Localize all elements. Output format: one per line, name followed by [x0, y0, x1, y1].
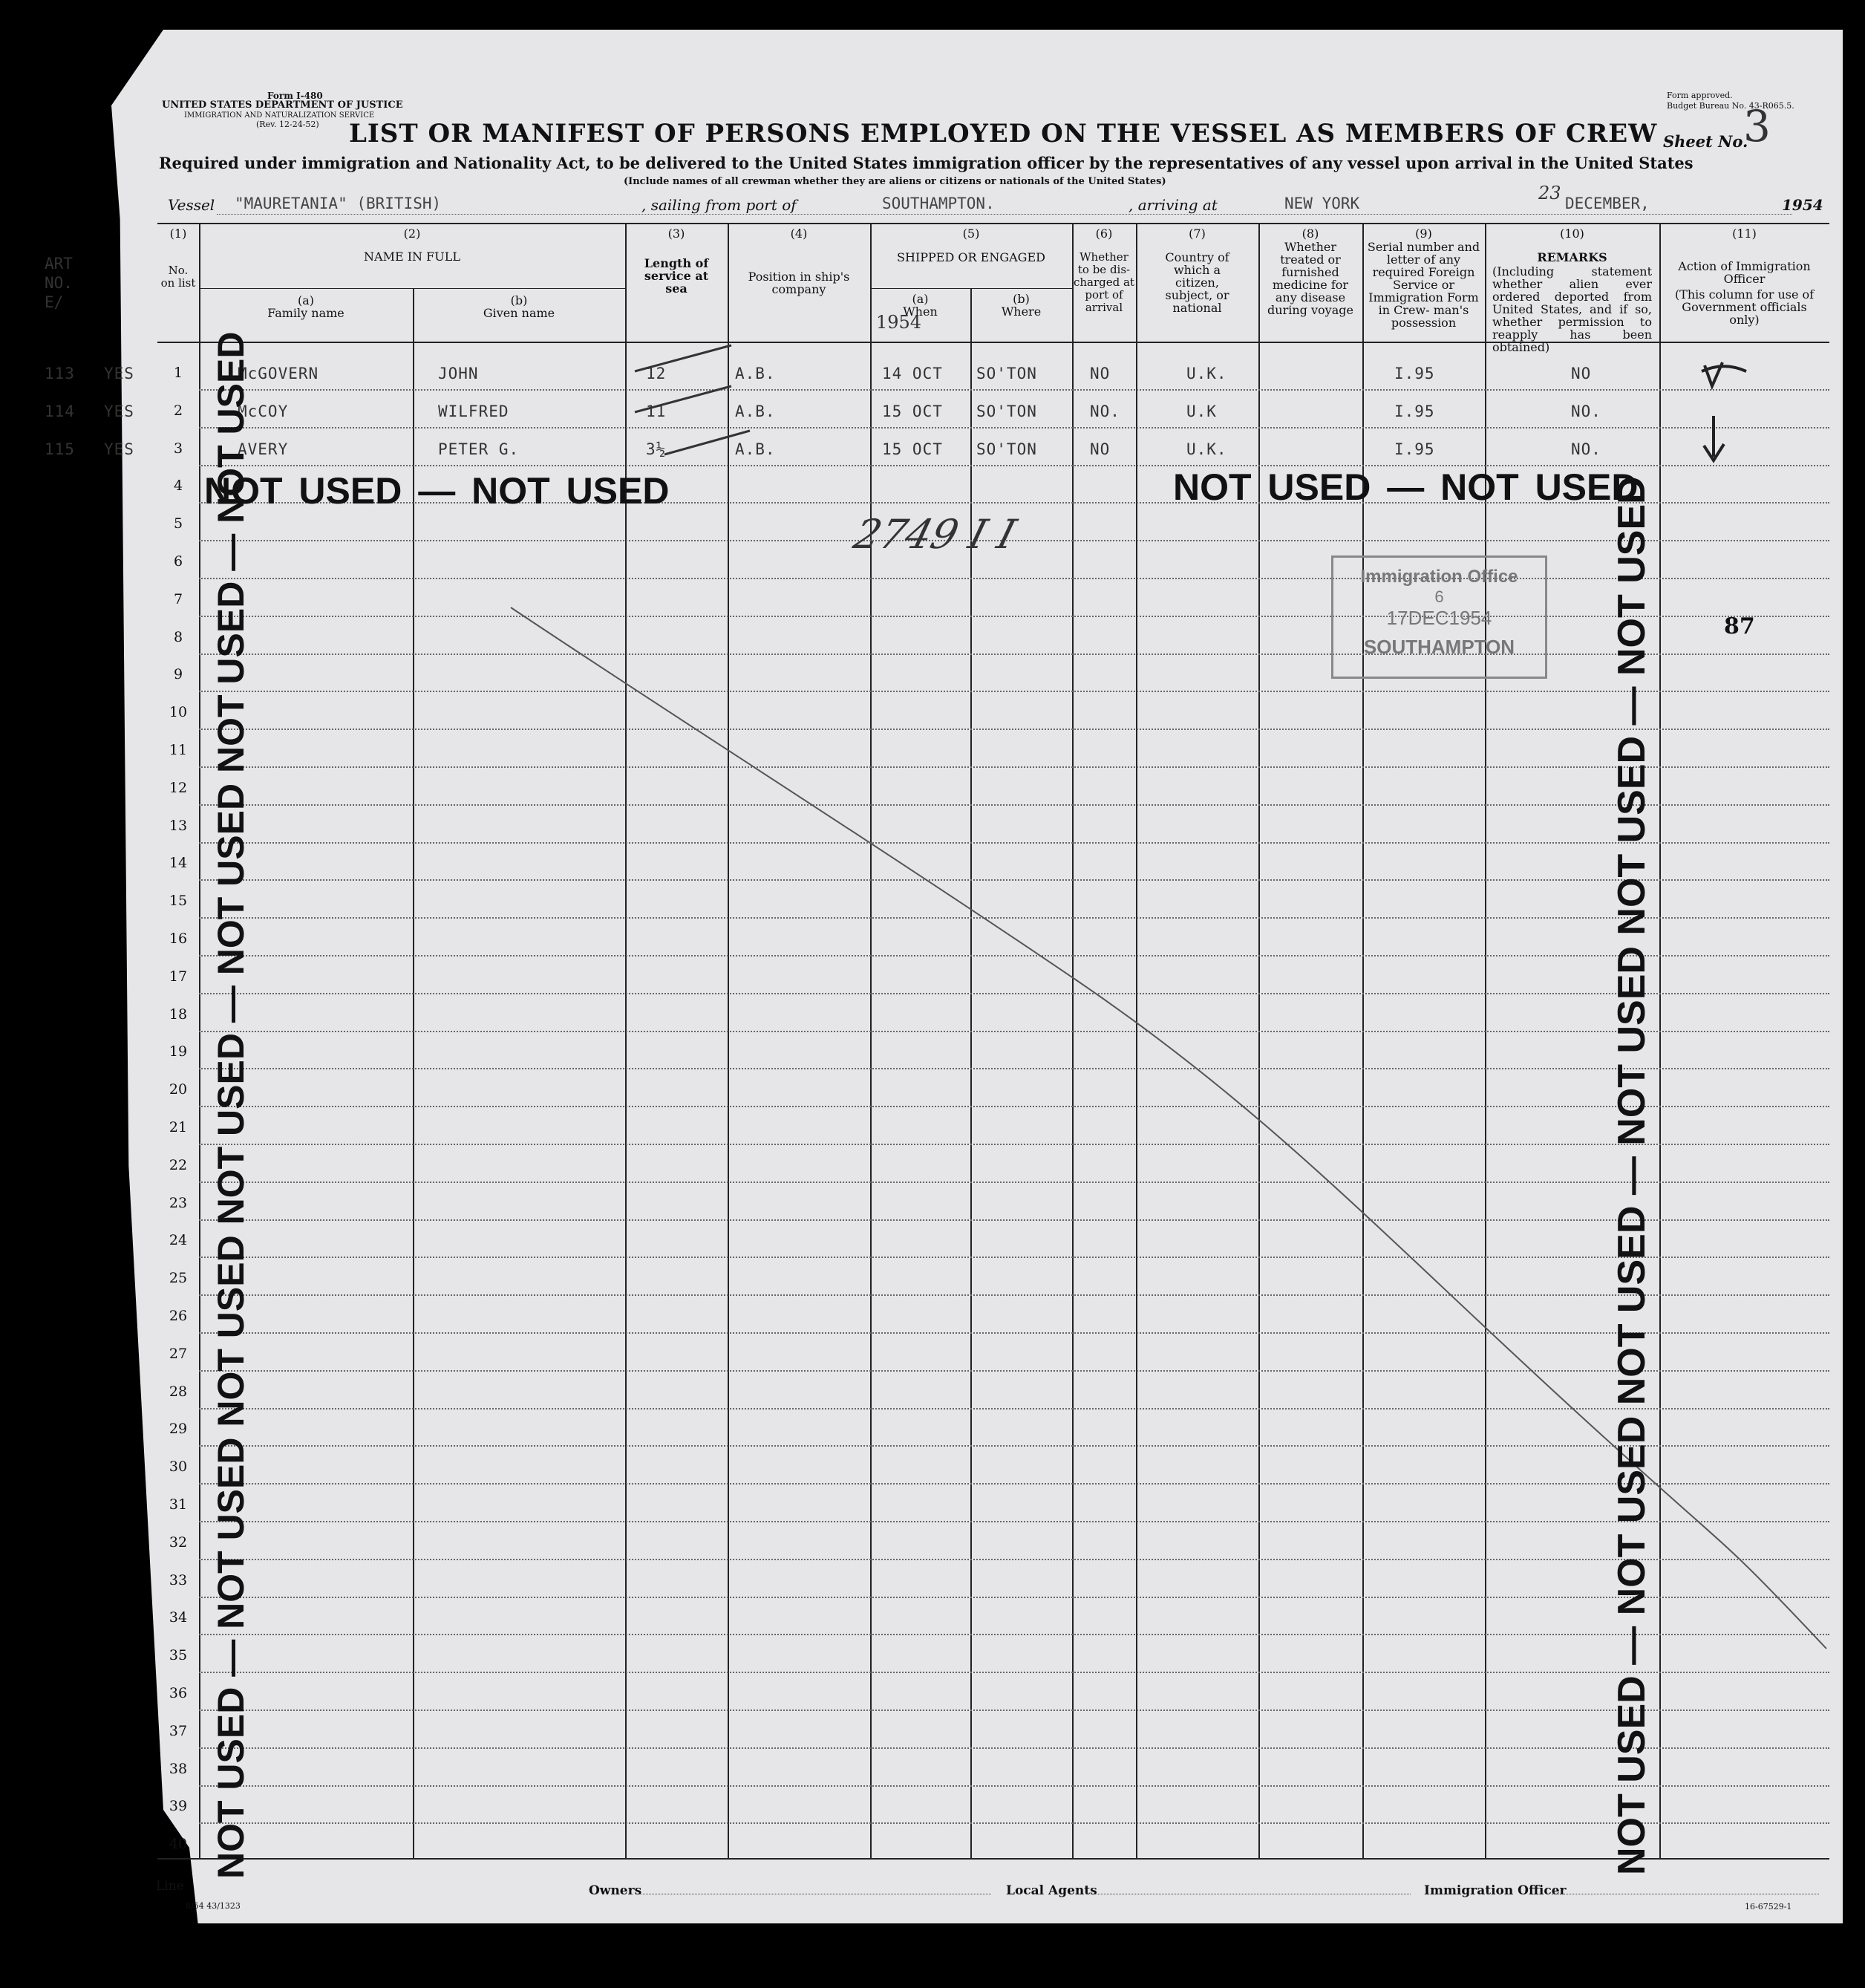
- not-used-stamp-top-right: NOT USED — NOT USED: [1173, 466, 1639, 508]
- row-number: 21: [169, 1119, 188, 1135]
- immigration-office-stamp: Immigration Office 6 17DEC1954 SOUTHAMPTON: [1331, 555, 1547, 679]
- sheet-label: Sheet No.: [1663, 132, 1748, 151]
- col7-number: (7): [1189, 226, 1206, 241]
- crew-length-of-service: 3½: [646, 440, 667, 458]
- col3-number: (3): [667, 226, 685, 241]
- strike-mark-3: [664, 431, 750, 454]
- row-number: 31: [169, 1496, 188, 1513]
- row-number: 30: [169, 1459, 188, 1476]
- row-number: 32: [169, 1534, 188, 1551]
- row-number: 12: [169, 779, 188, 796]
- row-number: 2: [173, 402, 183, 419]
- col1-header: No. on list: [160, 264, 196, 290]
- crew-remarks: NO: [1571, 365, 1592, 382]
- row-number: 14: [169, 855, 188, 872]
- arriving-label: , arriving at: [1129, 196, 1218, 214]
- crew-family-name: McCOY: [238, 402, 289, 420]
- crew-shipped-when: 14 OCT: [882, 365, 943, 382]
- form-approved: Form approved.: [1667, 91, 1733, 100]
- vessel-label: Vessel: [168, 196, 215, 214]
- service-name: IMMIGRATION AND NATURALIZATION SERVICE: [184, 111, 375, 120]
- row-number: 40: [169, 1836, 188, 1853]
- strike-mark-2: [635, 386, 731, 412]
- row-number: 24: [169, 1232, 188, 1249]
- row-number: 17: [169, 968, 188, 985]
- col4-header: Position in ship's company: [748, 270, 850, 296]
- crew-art-yes: YES: [104, 402, 134, 420]
- col8-number: (8): [1301, 226, 1319, 241]
- footer-line-label: Line: [156, 1879, 184, 1894]
- col3-header: Length of service at sea: [644, 256, 709, 296]
- row-number: 10: [169, 704, 188, 721]
- col2-header: NAME IN FULL: [364, 250, 460, 264]
- row-number: 37: [169, 1722, 188, 1739]
- row-number: 28: [169, 1383, 188, 1400]
- down-arrow-mark: [1704, 416, 1724, 460]
- row-number: 9: [173, 666, 183, 683]
- subtitle: Required under immigration and Nationality Act, to be delivered to the United States immigration officer by the representatives of any vessel upon arrival in the United States: [159, 154, 1693, 172]
- row-number: 7: [173, 590, 183, 607]
- crew-given-name: PETER G.: [438, 440, 520, 458]
- sailing-label: , sailing from port of: [641, 196, 797, 214]
- crew-form-serial: I.95: [1394, 365, 1435, 382]
- row-number: 27: [169, 1345, 188, 1362]
- crew-length-of-service: 11: [646, 402, 667, 420]
- col5a-number: (a): [912, 292, 929, 306]
- crew-form-serial: I.95: [1394, 440, 1435, 458]
- crew-length-of-service: 12: [646, 365, 667, 382]
- department: UNITED STATES DEPARTMENT OF JUSTICE: [162, 100, 403, 111]
- row-number: 20: [169, 1081, 188, 1098]
- crew-position: A.B.: [735, 365, 776, 382]
- row-number: 29: [169, 1421, 188, 1438]
- crew-art-number: 115: [45, 440, 75, 458]
- arrival-month: DECEMBER,: [1565, 195, 1650, 212]
- col5-header: SHIPPED OR ENGAGED: [897, 250, 1045, 264]
- not-used-stamp-right-vertical: NOT USED — NOT USED NOT USED — NOT USED NOT USED — NOT USED: [1610, 476, 1653, 1875]
- crew-country: U.K.: [1186, 440, 1227, 458]
- col9-number: (9): [1415, 226, 1432, 241]
- row-number: 34: [169, 1609, 188, 1626]
- col2a-header: Family name: [267, 306, 344, 320]
- budget-bureau: Budget Bureau No. 43-R065.5.: [1667, 101, 1794, 111]
- col8-header: Whether treated or furnished medicine for any disease during voyage: [1267, 240, 1353, 317]
- col2b-header: Given name: [483, 306, 555, 320]
- crew-discharge: NO: [1090, 365, 1111, 382]
- vessel-name: "MAURETANIA" (BRITISH): [235, 195, 442, 212]
- col10-number: (10): [1560, 226, 1584, 241]
- arrival-day: 23: [1538, 183, 1561, 203]
- row-number: 4: [173, 478, 183, 495]
- row-number: 39: [169, 1798, 188, 1815]
- col1-number: (1): [169, 226, 187, 241]
- row-number: 38: [169, 1760, 188, 1777]
- page-title: LIST OR MANIFEST OF PERSONS EMPLOYED ON THE VESSEL AS MEMBERS OF CREW: [349, 119, 1658, 149]
- col2a-number: (a): [297, 293, 315, 307]
- crew-country: U.K.: [1186, 365, 1227, 382]
- crew-given-name: WILFRED: [438, 402, 509, 420]
- crew-position: A.B.: [735, 440, 776, 458]
- crew-form-serial: I.95: [1394, 402, 1435, 420]
- col5-number: (5): [962, 226, 980, 241]
- row-number: 18: [169, 1006, 188, 1023]
- crew-art-number: 113: [45, 365, 75, 382]
- crew-shipped-when: 15 OCT: [882, 402, 943, 420]
- col10-header: REMARKS: [1537, 250, 1607, 264]
- crew-shipped-where: SO'TON: [976, 402, 1037, 420]
- crew-discharge: NO.: [1090, 402, 1120, 420]
- strike-mark-1: [635, 345, 731, 371]
- row-number: 35: [169, 1647, 188, 1664]
- col5b-number: (b): [1013, 292, 1030, 306]
- side-label: ART NO. E/: [45, 255, 73, 311]
- crew-given-name: JOHN: [438, 365, 479, 382]
- officer-signature-rule: [1552, 1894, 1819, 1895]
- row-number: 11: [169, 742, 188, 758]
- row-number: 3: [173, 440, 183, 457]
- crew-art-number: 114: [45, 402, 75, 420]
- not-used-stamp-left-vertical: NOT USED — NOT USED NOT USED NOT USED — NOT USED NOT USED — NOT USED: [210, 331, 252, 1879]
- crew-discharge: NO: [1090, 440, 1111, 458]
- port-of-departure: SOUTHAMPTON.: [882, 195, 995, 212]
- printer-code-left: 8/54 43/1323: [186, 1901, 241, 1911]
- row-number: 22: [169, 1156, 188, 1173]
- row-number: 26: [169, 1308, 188, 1324]
- handwritten-code: 2749 I I: [849, 511, 1021, 558]
- not-used-stamp-top-left: NOT USED — NOT USED: [204, 470, 670, 512]
- col6-header: Whether to be dis- charged at port of arrival: [1074, 250, 1134, 314]
- row-number: 25: [169, 1270, 188, 1287]
- crew-shipped-where: SO'TON: [976, 440, 1037, 458]
- row-number: 13: [169, 817, 188, 834]
- row-number: 5: [173, 515, 183, 532]
- sheet-number: 3: [1743, 101, 1771, 151]
- col6-number: (6): [1095, 226, 1113, 241]
- port-of-arrival: NEW YORK: [1284, 195, 1360, 212]
- row-number: 23: [169, 1194, 188, 1211]
- crew-remarks: NO.: [1571, 440, 1601, 458]
- row-number: 36: [169, 1685, 188, 1701]
- col9-header: Serial number and letter of any required Foreign Service or Immigration Form in Crew- man's possession: [1367, 240, 1480, 330]
- col5a-header: When: [903, 304, 938, 319]
- crew-country: U.K: [1186, 402, 1217, 420]
- row-number: 19: [169, 1043, 188, 1060]
- col2b-number: (b): [510, 293, 528, 307]
- handwritten-number: 87: [1724, 613, 1755, 639]
- arrival-year: 1954: [1782, 196, 1823, 214]
- crew-shipped-when: 15 OCT: [882, 440, 943, 458]
- col11-note: (This column for use of Government officials only): [1674, 287, 1815, 327]
- crew-art-yes: YES: [104, 440, 134, 458]
- row-number: 33: [169, 1571, 188, 1588]
- col11-number: (11): [1732, 226, 1757, 241]
- form-number: Form I-480: [267, 91, 323, 101]
- row-number: 8: [173, 628, 183, 645]
- row-number: 15: [169, 893, 188, 910]
- row-number: 16: [169, 931, 188, 947]
- row-number: 1: [173, 365, 183, 381]
- crew-art-yes: YES: [104, 365, 134, 382]
- owners-signature-rule: [638, 1894, 991, 1895]
- crew-remarks: NO.: [1571, 402, 1601, 420]
- col7-header: Country of which a citizen, subject, or national: [1165, 250, 1229, 315]
- crew-position: A.B.: [735, 402, 776, 420]
- col10-note: (Including statement whether alien ever ordered deported from United States, and if so, whether permission to reapply has been obtained): [1492, 264, 1652, 354]
- footer-owners-label: Owners: [589, 1883, 642, 1898]
- crew-family-name: AVERY: [238, 440, 289, 458]
- printer-code-right: 16-67529-1: [1745, 1902, 1792, 1912]
- crew-family-name: McGOVERN: [238, 365, 319, 382]
- footer-officer-label: Immigration Officer: [1424, 1883, 1567, 1898]
- crew-shipped-where: SO'TON: [976, 365, 1037, 382]
- row-number: 6: [173, 553, 183, 570]
- inclusion-note: (Include names of all crewman whether they are aliens or citizens or nationals of the United States): [624, 176, 1166, 187]
- form-revision: (Rev. 12-24-52): [256, 120, 319, 129]
- footer-agents-label: Local Agents: [1006, 1883, 1097, 1898]
- col4-number: (4): [790, 226, 808, 241]
- col11-header: Action of Immigration Officer: [1678, 259, 1811, 286]
- col2-number: (2): [403, 226, 421, 241]
- col5a-year: 1954: [876, 312, 922, 333]
- col5b-header: Where: [1001, 304, 1042, 319]
- agents-signature-rule: [1095, 1894, 1411, 1895]
